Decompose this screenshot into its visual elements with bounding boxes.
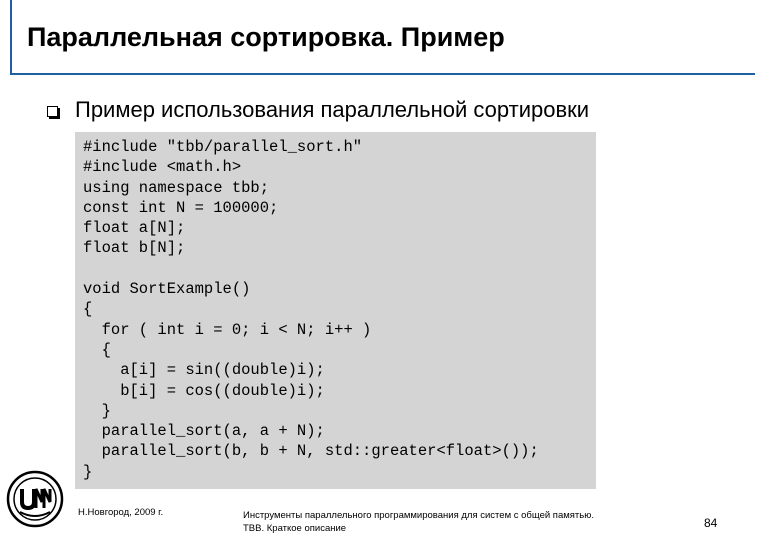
unn-university-logo-icon xyxy=(6,470,64,528)
code-block xyxy=(75,132,596,489)
bullet-text: Пример использования параллельной сортировки xyxy=(75,97,590,122)
code-line: using namespace tbb; xyxy=(83,178,270,197)
code-line: { xyxy=(83,340,111,359)
page-number: 84 xyxy=(704,516,718,530)
code-line: } xyxy=(83,462,93,481)
code-line: parallel_sort(b, b + N, std::greater<float>()); xyxy=(83,442,539,461)
footer-course-line: Инструменты параллельного программирования для систем с общей памятью. xyxy=(243,510,594,521)
code-line: float b[N]; xyxy=(83,239,186,258)
code-line: #include "tbb/parallel_sort.h" xyxy=(83,138,363,156)
title-underline-rule xyxy=(10,73,755,75)
code-line: parallel_sort(a, a + N); xyxy=(83,422,325,441)
slide-title: Параллельная сортировка. Пример xyxy=(27,22,505,52)
code-line: a[i] = sin((double)i); xyxy=(83,361,325,380)
code-line: { xyxy=(83,300,93,319)
footer-location-date: Н.Новгород, 2009 г. xyxy=(78,507,164,518)
square-bullet-icon xyxy=(47,106,58,117)
code-line: const int N = 100000; xyxy=(83,198,279,217)
code-line: #include <math.h> xyxy=(83,158,242,177)
footer-course-title xyxy=(243,509,594,535)
bullet-item xyxy=(47,97,589,123)
code-line xyxy=(83,259,596,279)
title-left-rule xyxy=(10,0,12,75)
code-line: for ( int i = 0; i < N; i++ ) xyxy=(83,320,372,339)
code-line: void SortExample() xyxy=(83,280,251,299)
footer-course-line: TBB. Краткое описание xyxy=(243,523,347,534)
code-line: } xyxy=(83,401,111,420)
code-line: b[i] = cos((double)i); xyxy=(83,381,325,400)
code-line: float a[N]; xyxy=(83,219,186,238)
